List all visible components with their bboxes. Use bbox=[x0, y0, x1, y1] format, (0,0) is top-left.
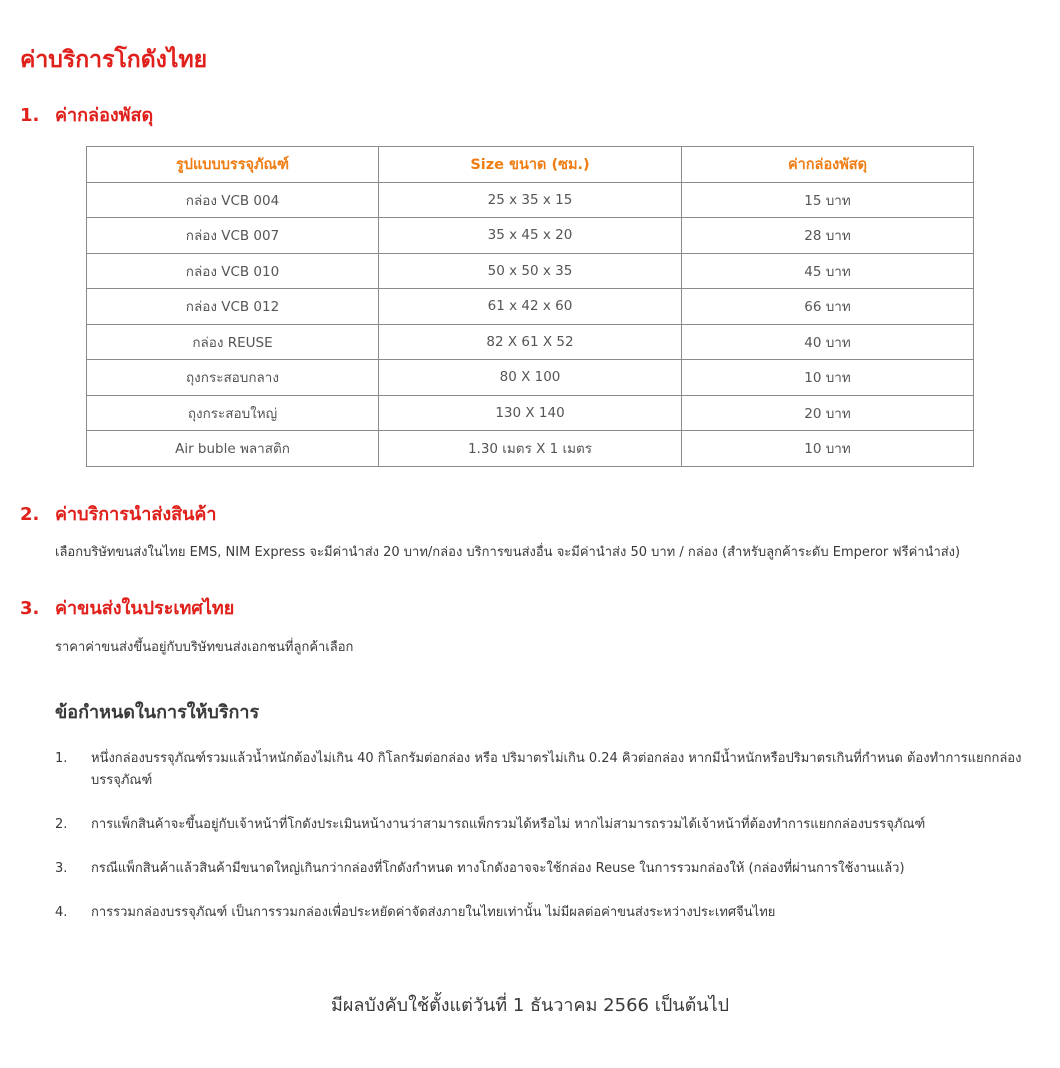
list-item-number: 4. bbox=[55, 905, 68, 920]
table-row bbox=[87, 182, 974, 218]
cell-package: ถุงกระสอบกลาง bbox=[87, 360, 379, 396]
cell-price: 66 บาท bbox=[682, 289, 974, 325]
table-row bbox=[87, 289, 974, 325]
list-item-text: กรณีแพ็กสินค้าแล้วสินค้ามีขนาดใหญ่เกินกว่ากล่องที่โกดังกำหนด ทางโกดังอาจจะใช้กล่อง Reuse ในการรวมกล่องให้ (กล่องที่ผ่านการใช้งานแล้ว) bbox=[91, 861, 905, 876]
cell-size: 35 x 45 x 20 bbox=[379, 218, 682, 254]
cell-price: 20 บาท bbox=[682, 395, 974, 431]
table-header-row bbox=[87, 147, 974, 183]
section-number: 3. bbox=[20, 598, 40, 619]
terms-title: ข้อกำหนดในการให้บริการ bbox=[55, 702, 260, 723]
section-heading-delivery bbox=[20, 502, 217, 528]
cell-price: 10 บาท bbox=[682, 360, 974, 396]
cell-price: 45 บาท bbox=[682, 253, 974, 289]
cell-size: 50 x 50 x 35 bbox=[379, 253, 682, 289]
list-item bbox=[55, 748, 1045, 792]
table-row bbox=[87, 253, 974, 289]
list-item-number: 3. bbox=[55, 861, 68, 876]
cell-package: กล่อง VCB 012 bbox=[87, 289, 379, 325]
column-header-package: รูปแบบบรรจุภัณฑ์ bbox=[87, 147, 379, 183]
section-heading-box-fee bbox=[20, 103, 153, 129]
column-header-price: ค่ากล่องพัสดุ bbox=[682, 147, 974, 183]
effective-date-note: มีผลบังคับใช้ตั้งแต่วันที่ 1 ธันวาคม 2566 เป็นต้นไป bbox=[330, 995, 730, 1016]
cell-package: Air buble พลาสติก bbox=[87, 431, 379, 467]
list-item-text: การรวมกล่องบรรจุภัณฑ์ เป็นการรวมกล่องเพื่อประหยัดค่าจัดส่งภายในไทยเท่านั้น ไม่มีผลต่อค่าขนส่งระหว่างประเทศจีนไทย bbox=[91, 905, 776, 920]
list-item bbox=[55, 902, 1045, 924]
cell-package: กล่อง VCB 010 bbox=[87, 253, 379, 289]
list-item-number: 1. bbox=[55, 751, 68, 766]
column-header-size: Size ขนาด (ซม.) bbox=[379, 147, 682, 183]
box-price-table bbox=[86, 146, 974, 467]
cell-price: 40 บาท bbox=[682, 324, 974, 360]
cell-size: 25 x 35 x 15 bbox=[379, 182, 682, 218]
section-heading-domestic-shipping bbox=[20, 596, 234, 622]
cell-price: 10 บาท bbox=[682, 431, 974, 467]
cell-size: 1.30 เมตร X 1 เมตร bbox=[379, 431, 682, 467]
section-heading-text: ค่าขนส่งในประเทศไทย bbox=[55, 598, 235, 619]
table-row bbox=[87, 218, 974, 254]
cell-size: 82 X 61 X 52 bbox=[379, 324, 682, 360]
cell-package: กล่อง VCB 007 bbox=[87, 218, 379, 254]
section-number: 1. bbox=[20, 105, 40, 126]
table-row bbox=[87, 431, 974, 467]
list-item-text: การแพ็กสินค้าจะขึ้นอยู่กับเจ้าหน้าที่โกดังประเมินหน้างานว่าสามารถแพ็กรวมได้หรือไม่ หากไม่สามารถรวมได้เจ้าหน้าที่ต้องทำการแยกกล่องบรรจุภัณฑ์ bbox=[91, 817, 926, 832]
table-row bbox=[87, 324, 974, 360]
cell-size: 61 x 42 x 60 bbox=[379, 289, 682, 325]
cell-package: กล่อง REUSE bbox=[87, 324, 379, 360]
table-row bbox=[87, 395, 974, 431]
section-heading-text: ค่ากล่องพัสดุ bbox=[55, 105, 154, 126]
section-heading-text: ค่าบริการนำส่งสินค้า bbox=[55, 504, 217, 525]
cell-size: 130 X 140 bbox=[379, 395, 682, 431]
cell-package: กล่อง VCB 004 bbox=[87, 182, 379, 218]
list-item bbox=[55, 858, 1045, 880]
section-body-domestic-shipping: ราคาค่าขนส่งขึ้นอยู่กับบริษัทขนส่งเอกชนที่ลูกค้าเลือก bbox=[55, 640, 354, 655]
list-item-text: หนึ่งกล่องบรรจุภัณฑ์รวมแล้วน้ำหนักต้องไม่เกิน 40 กิโลกรัมต่อกล่อง หรือ ปริมาตรไม่เกิน 0.24 คิวต่อกล่อง หากมีน้ำหนักหรือปริมาตรเกินที่กำหนด ต้องทำการแยกกล่องบรรจุภัณฑ์ bbox=[91, 751, 1022, 788]
cell-price: 15 บาท bbox=[682, 182, 974, 218]
list-item-number: 2. bbox=[55, 817, 68, 832]
cell-price: 28 บาท bbox=[682, 218, 974, 254]
page-title: ค่าบริการโกดังไทย bbox=[20, 47, 208, 73]
cell-size: 80 X 100 bbox=[379, 360, 682, 396]
section-body-delivery: เลือกบริษัทขนส่งในไทย EMS, NIM Express จะมีค่านำส่ง 20 บาท/กล่อง บริการขนส่งอื่น จะมีค่านำส่ง 50 บาท / กล่อง (สำหรับลูกค้าระดับ Emperor ฟรีค่านำส่ง) bbox=[55, 545, 961, 560]
cell-package: ถุงกระสอบใหญ่ bbox=[87, 395, 379, 431]
table-row bbox=[87, 360, 974, 396]
section-number: 2. bbox=[20, 504, 40, 525]
terms-list bbox=[55, 748, 1045, 946]
list-item bbox=[55, 814, 1045, 836]
